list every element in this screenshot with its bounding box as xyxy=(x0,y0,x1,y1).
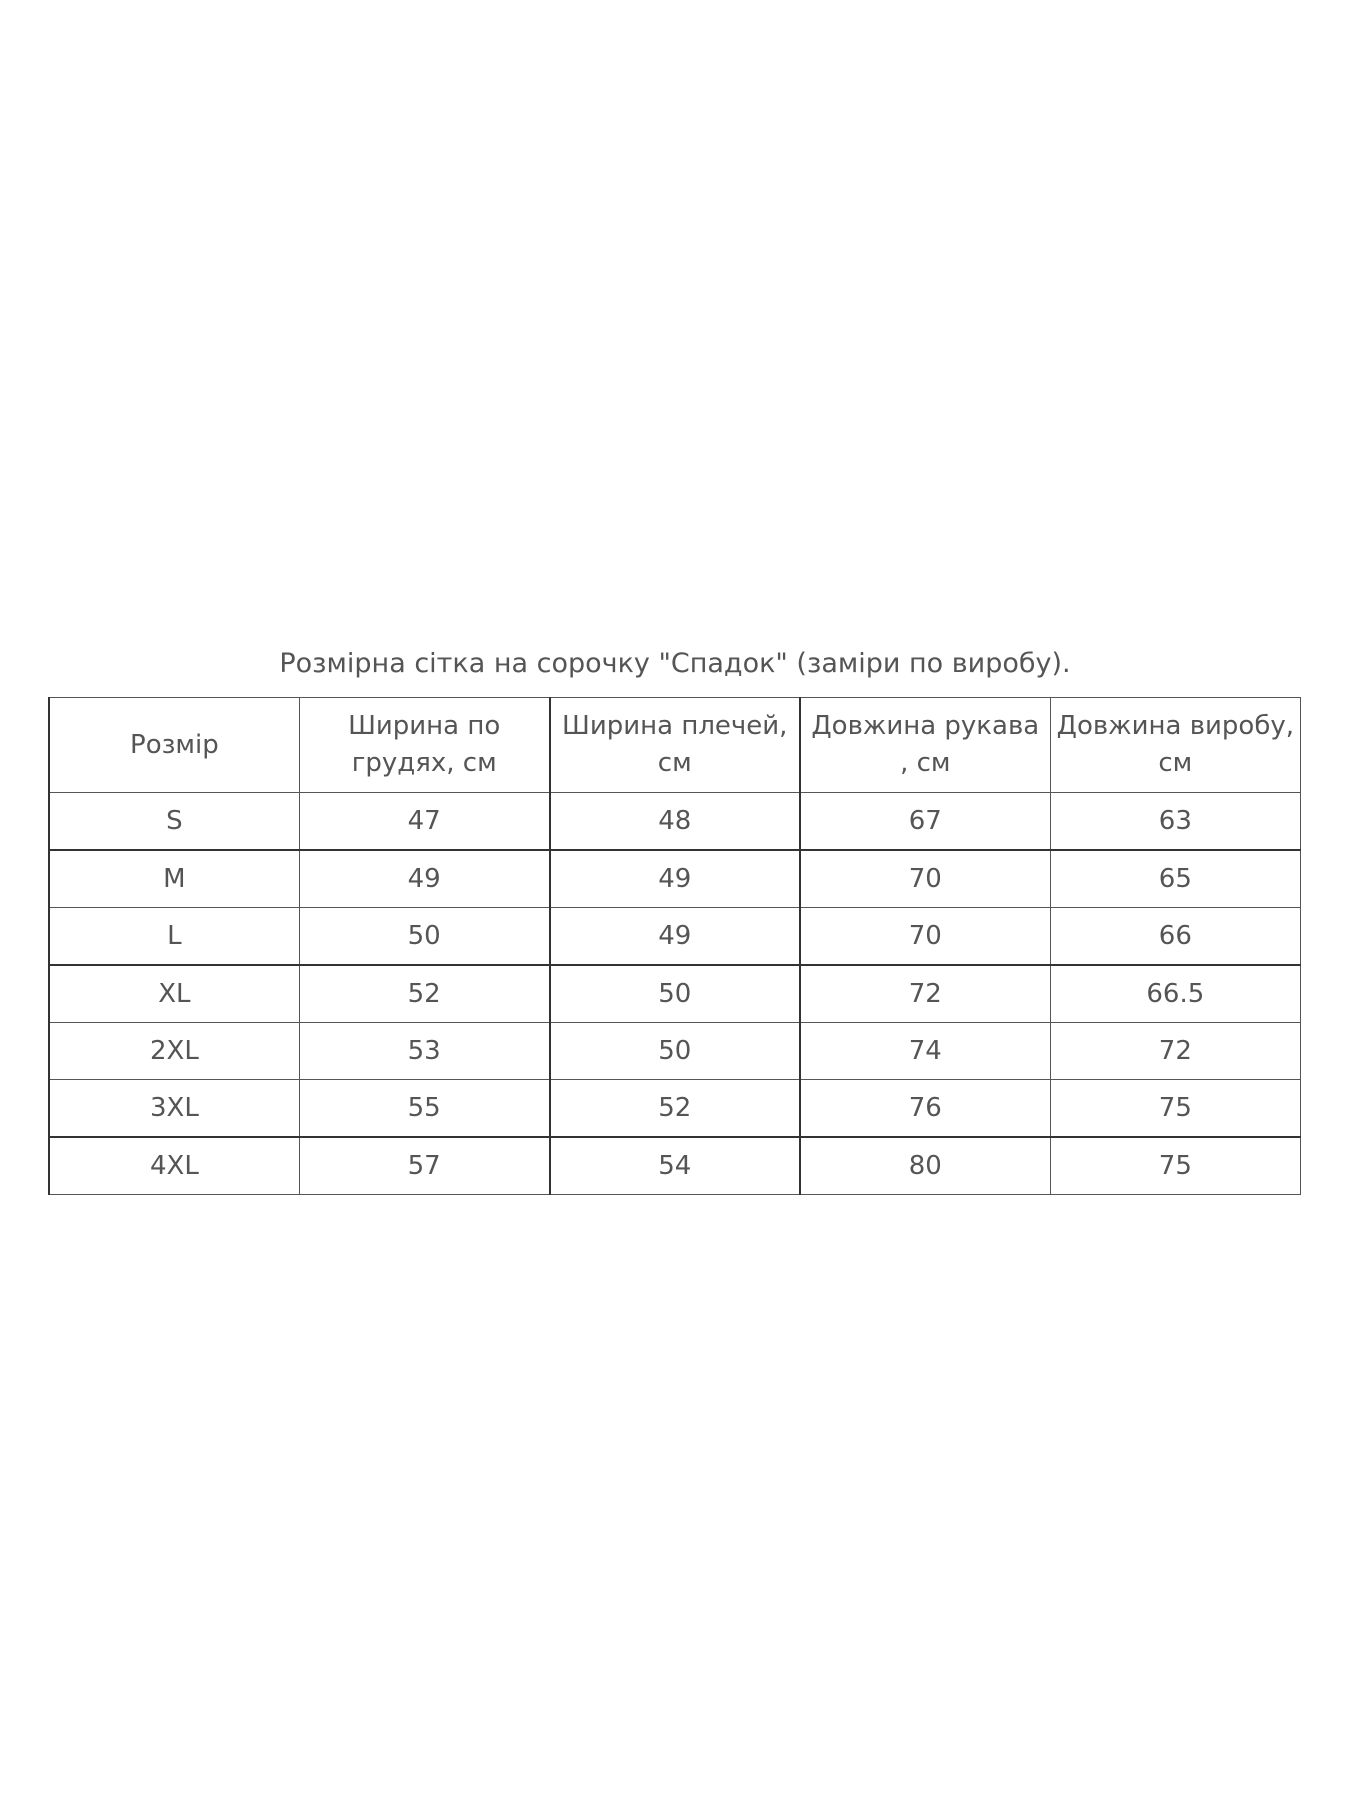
cell-shoulder-width: 48 xyxy=(550,793,800,851)
cell-garment-length: 75 xyxy=(1050,1137,1300,1195)
table-body xyxy=(49,793,1301,1195)
cell-chest-width: 52 xyxy=(299,965,549,1023)
table-header xyxy=(49,698,1301,793)
table-row xyxy=(49,793,1301,851)
header-sleeve-length: Довжина рукава , см xyxy=(800,698,1050,793)
size-chart-table xyxy=(48,697,1301,1195)
cell-garment-length: 65 xyxy=(1050,850,1300,908)
header-garment-length: Довжина виробу, см xyxy=(1050,698,1300,793)
cell-sleeve-length: 70 xyxy=(800,850,1050,908)
table-caption: Розмірна сітка на сорочку "Спадок" (заміри по виробу). xyxy=(279,648,1071,679)
cell-shoulder-width: 54 xyxy=(550,1137,800,1195)
cell-sleeve-length: 74 xyxy=(800,1023,1050,1080)
cell-chest-width: 47 xyxy=(299,793,549,851)
header-shoulder-width: Ширина плечей, см xyxy=(550,698,800,793)
cell-sleeve-length: 80 xyxy=(800,1137,1050,1195)
cell-garment-length: 66 xyxy=(1050,908,1300,966)
table-row xyxy=(49,1137,1301,1195)
cell-size: XL xyxy=(49,965,299,1023)
header-row xyxy=(49,698,1301,793)
cell-garment-length: 63 xyxy=(1050,793,1300,851)
cell-size: S xyxy=(49,793,299,851)
cell-sleeve-length: 70 xyxy=(800,908,1050,966)
cell-chest-width: 57 xyxy=(299,1137,549,1195)
header-chest-width: Ширина по грудях, см xyxy=(299,698,549,793)
cell-shoulder-width: 49 xyxy=(550,850,800,908)
cell-sleeve-length: 67 xyxy=(800,793,1050,851)
cell-chest-width: 49 xyxy=(299,850,549,908)
cell-size: L xyxy=(49,908,299,966)
cell-chest-width: 55 xyxy=(299,1080,549,1138)
header-size: Розмір xyxy=(49,698,299,793)
cell-garment-length: 66.5 xyxy=(1050,965,1300,1023)
table-row xyxy=(49,908,1301,966)
table-row xyxy=(49,1080,1301,1138)
cell-shoulder-width: 50 xyxy=(550,1023,800,1080)
cell-garment-length: 72 xyxy=(1050,1023,1300,1080)
cell-chest-width: 53 xyxy=(299,1023,549,1080)
cell-size: 3XL xyxy=(49,1080,299,1138)
cell-size: 2XL xyxy=(49,1023,299,1080)
table-row xyxy=(49,850,1301,908)
cell-chest-width: 50 xyxy=(299,908,549,966)
cell-garment-length: 75 xyxy=(1050,1080,1300,1138)
cell-size: 4XL xyxy=(49,1137,299,1195)
cell-sleeve-length: 72 xyxy=(800,965,1050,1023)
cell-size: M xyxy=(49,850,299,908)
table-row xyxy=(49,965,1301,1023)
cell-shoulder-width: 52 xyxy=(550,1080,800,1138)
cell-shoulder-width: 50 xyxy=(550,965,800,1023)
table-row xyxy=(49,1023,1301,1080)
cell-sleeve-length: 76 xyxy=(800,1080,1050,1138)
cell-shoulder-width: 49 xyxy=(550,908,800,966)
